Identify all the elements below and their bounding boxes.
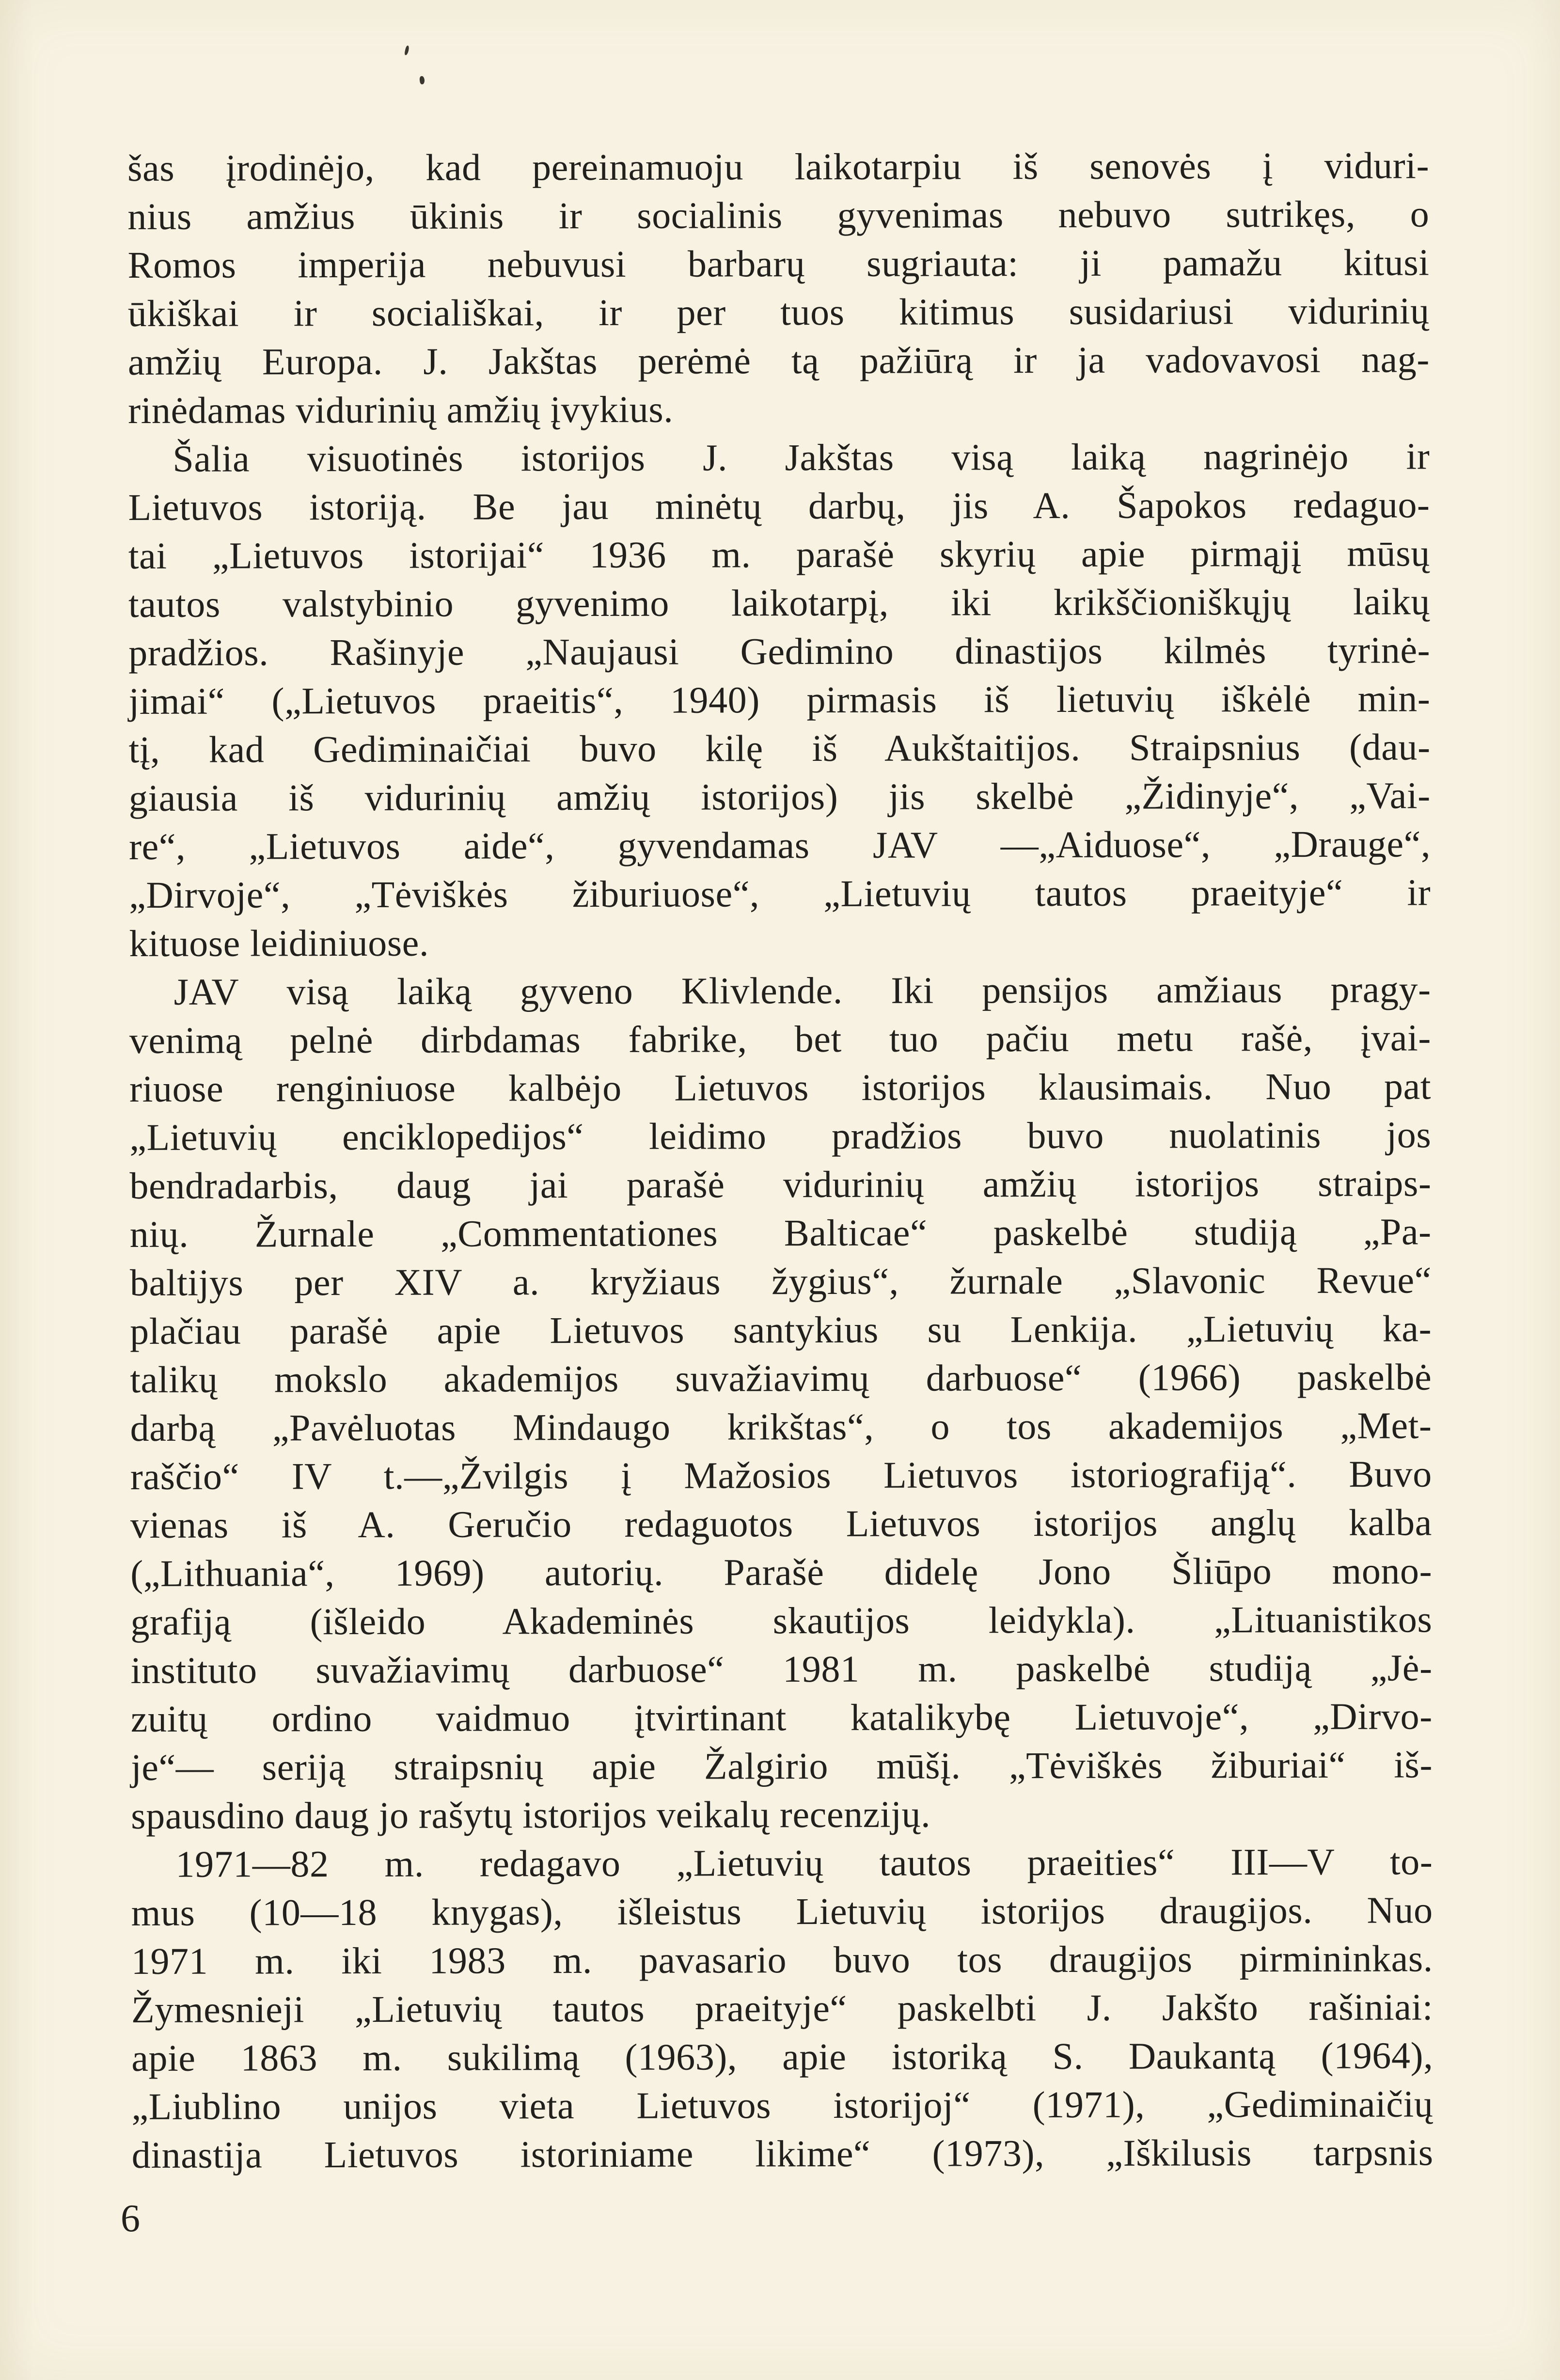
- text-line: bendradarbis, daug jai parašė vidurinių amžių istorijos straips-: [129, 1162, 1432, 1207]
- text-line: je“— seriją straipsnių apie Žalgirio mūšį. „Tėviškės žiburiai“ iš-: [130, 1743, 1433, 1788]
- text-line: JAV visą laiką gyveno Klivlende. Iki pensijos amžiaus pragy-: [173, 968, 1431, 1013]
- text-line: tautos valstybinio gyvenimo laikotarpį, iki krikščioniškųjų laikų: [128, 580, 1431, 625]
- text-line: Žymesnieji „Lietuvių tautos praeityje“ paskelbti J. Jakšto rašiniai:: [131, 1986, 1434, 2031]
- ink-speck: [404, 45, 410, 55]
- text-line: Lietuvos istoriją. Be jau minėtų darbų, jis A. Šapokos redaguo-: [128, 483, 1430, 528]
- text-line: Romos imperija nebuvusi barbarų sugriauta: ji pamažu kitusi: [127, 241, 1430, 286]
- text-line: „Lietuvių enciklopedijos“ leidimo pradžios buvo nuolatinis jos: [129, 1113, 1432, 1158]
- text-line: venimą pelnė dirbdamas fabrike, bet tuo pačiu metu rašė, įvai-: [129, 1016, 1431, 1061]
- text-line: ūkiškai ir sociališkai, ir per tuos kitimus susidariusi vidurinių: [127, 289, 1430, 334]
- text-line: pradžios. Rašinyje „Naujausi Gedimino dinastijos kilmės tyrinė-: [128, 629, 1431, 674]
- text-line: kituose leidiniuose.: [129, 921, 429, 964]
- text-line: giausia iš vidurinių amžių istorijos) jis skelbė „Židinyje“, „Vai-: [128, 774, 1431, 819]
- text-line: spausdino daug jo rašytų istorijos veikalų recenzijų.: [131, 1793, 931, 1837]
- text-line: zuitų ordino vaidmuo įtvirtinant katalikybę Lietuvoje“, „Dirvo-: [130, 1695, 1433, 1740]
- text-line: tį, kad Gediminaičiai buvo kilę iš Aukštaitijos. Straipsnius (dau-: [128, 725, 1431, 771]
- text-line: dinastija Lietuvos istoriniame likime“ (1973), „Iškilusis tarpsnis: [131, 2131, 1434, 2176]
- text-line: Šalia visuotinės istorijos J. Jakštas visą laiką nagrinėjo ir: [173, 435, 1430, 480]
- text-line: nių. Žurnale „Commentationes Balticae“ paskelbė studiją „Pa-: [129, 1210, 1432, 1255]
- ink-speck: [419, 76, 425, 84]
- text-line: „Liublino unijos vieta Lietuvos istorijoj“ (1971), „Gediminaičių: [131, 2082, 1434, 2128]
- text-line: instituto suvažiavimų darbuose“ 1981 m. paskelbė studiją „Jė-: [130, 1646, 1433, 1691]
- text-line: amžių Europa. J. Jakštas perėmė tą pažiūrą ir ja vadovavosi nag-: [127, 338, 1430, 383]
- text-line: raščio“ IV t.—„Žvilgis į Mažosios Lietuvos istoriografiją“. Buvo: [130, 1452, 1432, 1497]
- text-line: talikų mokslo akademijos suvažiavimų darbuose“ (1966) paskelbė: [130, 1355, 1432, 1401]
- page-number: 6: [121, 2197, 140, 2240]
- text-line: rinėdamas vidurinių amžių įvykius.: [128, 388, 674, 431]
- text-line: jimai“ („Lietuvos praeitis“, 1940) pirmasis iš lietuvių iškėlė min-: [128, 677, 1431, 722]
- text-line: šas įrodinėjo, kad pereinamuoju laikotarpiu iš senovės į viduri-: [127, 144, 1430, 189]
- text-line: tai „Lietuvos istorijai“ 1936 m. parašė skyrių apie pirmąjį mūsų: [128, 532, 1430, 577]
- text-line: „Dirvoje“, „Tėviškės žiburiuose“, „Lietuvių tautos praeityje“ ir: [129, 871, 1431, 916]
- text-line: nius amžius ūkinis ir socialinis gyvenimas nebuvo sutrikęs, o: [127, 192, 1430, 237]
- text-line: 1971—82 m. redagavo „Lietuvių tautos praeities“ III—V to-: [175, 1840, 1433, 1885]
- text-line: darbą „Pavėluotas Mindaugo krikštas“, o tos akademijos „Met-: [130, 1404, 1432, 1449]
- page-text: [127, 141, 1434, 2179]
- text-line: („Lithuania“, 1969) autorių. Parašė didelę Jono Šliūpo mono-: [130, 1549, 1433, 1594]
- text-line: re“, „Lietuvos aide“, gyvendamas JAV —„Aiduose“, „Drauge“,: [128, 822, 1431, 867]
- text-line: mus (10—18 knygas), išleistus Lietuvių istorijos draugijos. Nuo: [131, 1889, 1433, 1934]
- text-line: grafiją (išleido Akademinės skautijos leidykla). „Lituanistikos: [130, 1598, 1433, 1643]
- text-line: vienas iš A. Geručio redaguotos Lietuvos istorijos anglų kalba: [130, 1501, 1433, 1546]
- text-line: plačiau parašė apie Lietuvos santykius su Lenkija. „Lietuvių ka-: [130, 1307, 1432, 1352]
- text-line: baltijys per XIV a. kryžiaus žygius“, žurnale „Slavonic Revue“: [129, 1259, 1432, 1304]
- text-line: riuose renginiuose kalbėjo Lietuvos istorijos klausimais. Nuo pat: [129, 1065, 1432, 1110]
- text-line: 1971 m. iki 1983 m. pavasario buvo tos draugijos pirmininkas.: [131, 1937, 1433, 1982]
- text-line: apie 1863 m. sukilimą (1963), apie istoriką S. Daukantą (1964),: [131, 2034, 1434, 2079]
